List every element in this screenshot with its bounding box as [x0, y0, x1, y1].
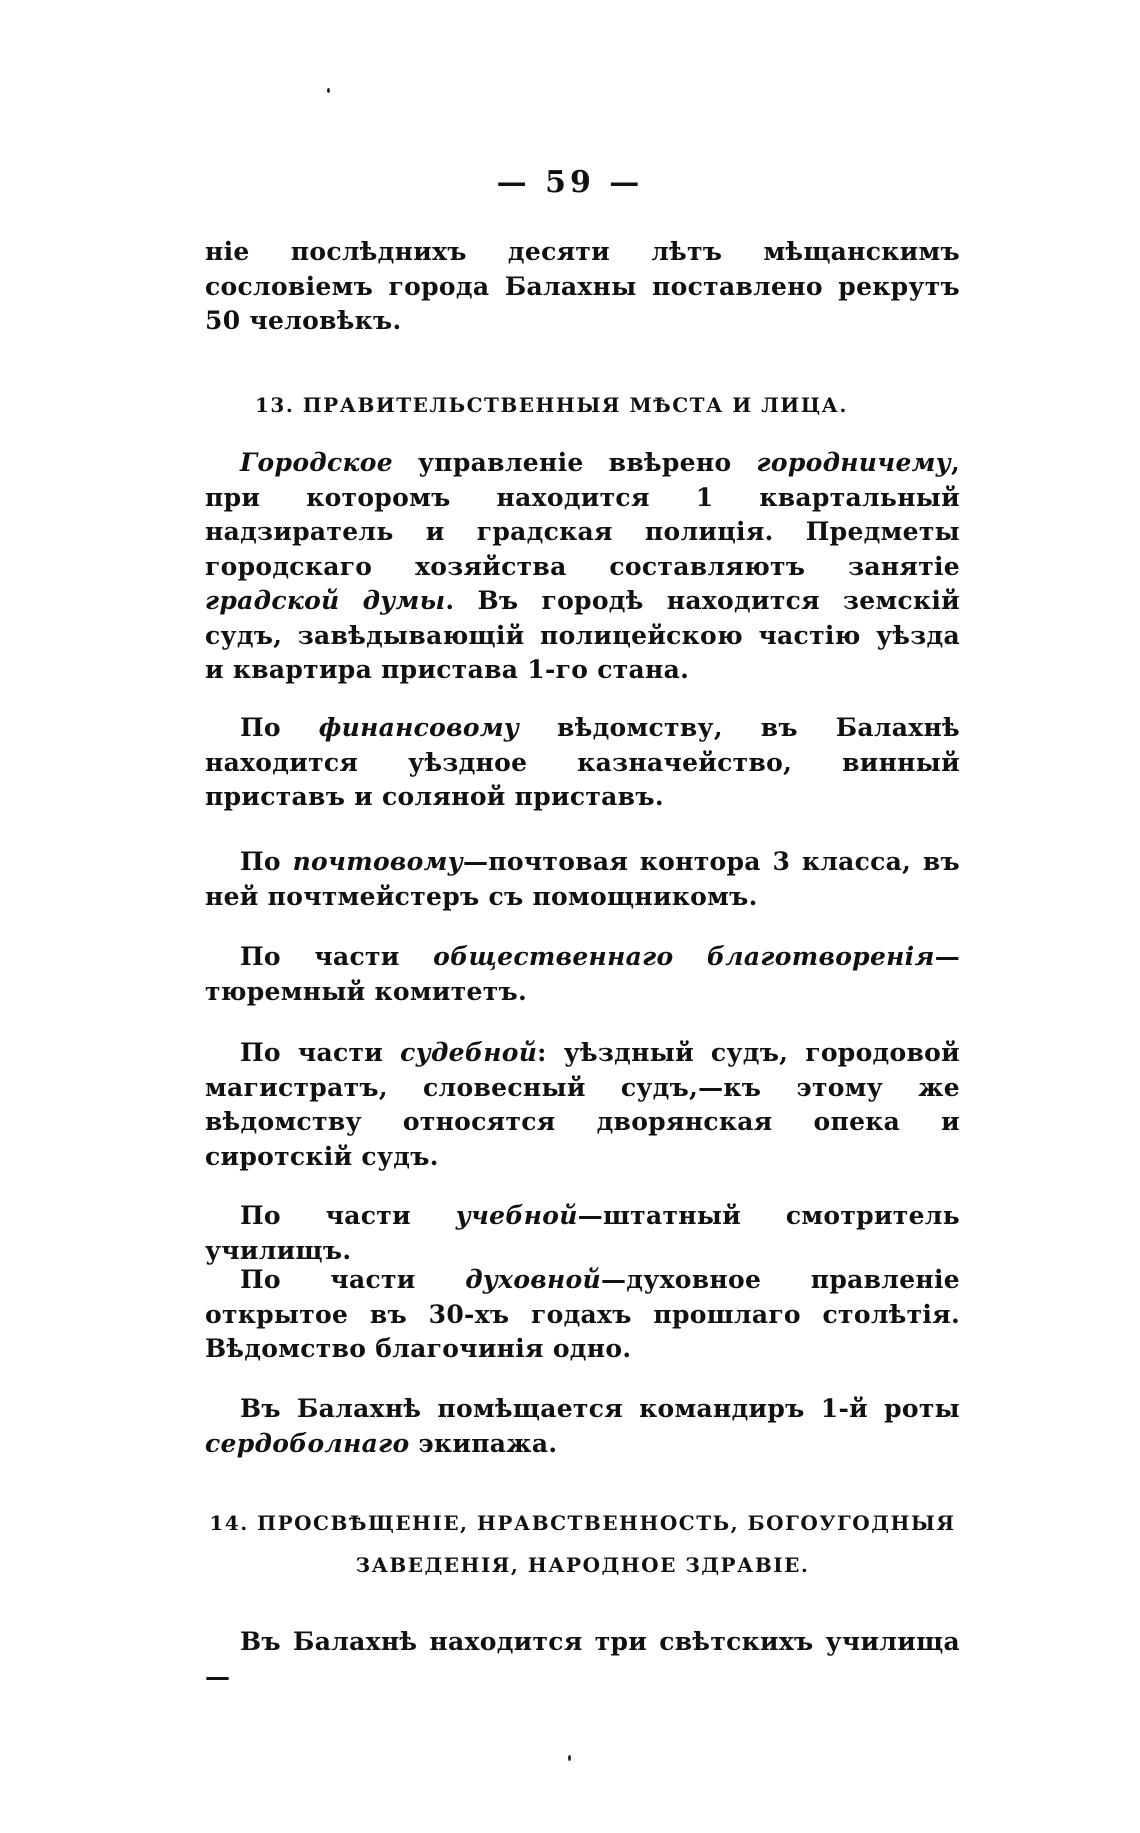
paragraph-recruits: ніе послѣднихъ десяти лѣтъ мѣщанскимъ сословіемъ города Балахны поставлено рекрутъ 50 человѣкъ. [205, 237, 960, 335]
text-italic: учебной [455, 1201, 578, 1230]
paragraph-city-administration [205, 446, 960, 688]
ink-speck [327, 88, 330, 93]
section-heading-13: 13. ПРАВИТЕЛЬСТВЕННЫЯ МѢСТА И ЛИЦА. [255, 393, 848, 417]
text-italic: сердоболнаго [205, 1428, 410, 1458]
text-run: : уѣздный судъ, городовой магистратъ, словесный судъ,—къ этому же вѣдомству относятся дворянская опека и сиротскій судъ. [205, 1038, 960, 1171]
ink-speck [568, 1755, 571, 1761]
page-number: — 59 — [496, 165, 644, 200]
text-italic: общественнаго благотворенія [433, 942, 935, 971]
text-run: , при которомъ находится 1 квартальный надзиратель и градская полиція. Предметы городскаго хозяйства составляютъ занятіе [205, 448, 960, 581]
paragraph-company [205, 1392, 960, 1461]
text-run: . Въ городѣ находится земскій судъ, завѣдывающій полицейскою частію уѣзда и квартира пристава 1-го стана. [205, 586, 960, 684]
paragraph-schools: Въ Балахнѣ находится три свѣтскихъ училища— [205, 1627, 960, 1691]
text-italic: городничему [756, 448, 951, 477]
text-run: По [240, 847, 293, 876]
section-heading-14-line2: ЗАВЕДЕНІЯ, НАРОДНОЕ ЗДРАВІЕ. [355, 1553, 810, 1577]
text-run: экипажа. [409, 1428, 558, 1458]
text-italic: Городское [240, 448, 393, 477]
text-run: По части [240, 942, 434, 971]
text-run: —почтовая контора 3 класса, въ ней почтмейстеръ съ помощникомъ. [205, 847, 960, 911]
text-run: управленіе ввѣрено [392, 448, 757, 477]
paragraph-charity [205, 940, 960, 1009]
paragraph-post [205, 845, 960, 914]
text-run: —тюремный комитетъ. [205, 942, 960, 1006]
paragraph-education [205, 1199, 960, 1268]
text-italic: духовной [465, 1265, 601, 1294]
paragraph-judicial [205, 1036, 960, 1174]
text-run: Въ Балахнѣ помѣщается командиръ 1-й роты [240, 1394, 960, 1423]
text-run: —штатный смотритель училищъ. [205, 1201, 960, 1265]
paragraph-clergy [205, 1263, 960, 1367]
text-run: По [240, 713, 319, 742]
text-italic: финансовому [318, 713, 520, 742]
text-run: вѣдомству, въ Балахнѣ находится уѣздное казначейство, винный приставъ и соляной приставъ. [205, 713, 960, 811]
text-run: По части [240, 1038, 401, 1067]
text-run: По части [240, 1265, 466, 1294]
text-italic: градской думы [205, 586, 446, 615]
paragraph-finance [205, 711, 960, 815]
text-italic: судебной [400, 1038, 538, 1067]
text-run: По части [240, 1201, 456, 1230]
text-run: —духовное правленіе открытое въ 30-хъ годахъ прошлаго столѣтія. Вѣдомство благочинія одно. [205, 1265, 960, 1363]
section-heading-14-line1: 14. ПРОСВѢЩЕНІЕ, НРАВСТВЕННОСТЬ, БОГОУГОДНЫЯ [209, 1511, 956, 1535]
text-italic: почтовому [292, 847, 463, 876]
